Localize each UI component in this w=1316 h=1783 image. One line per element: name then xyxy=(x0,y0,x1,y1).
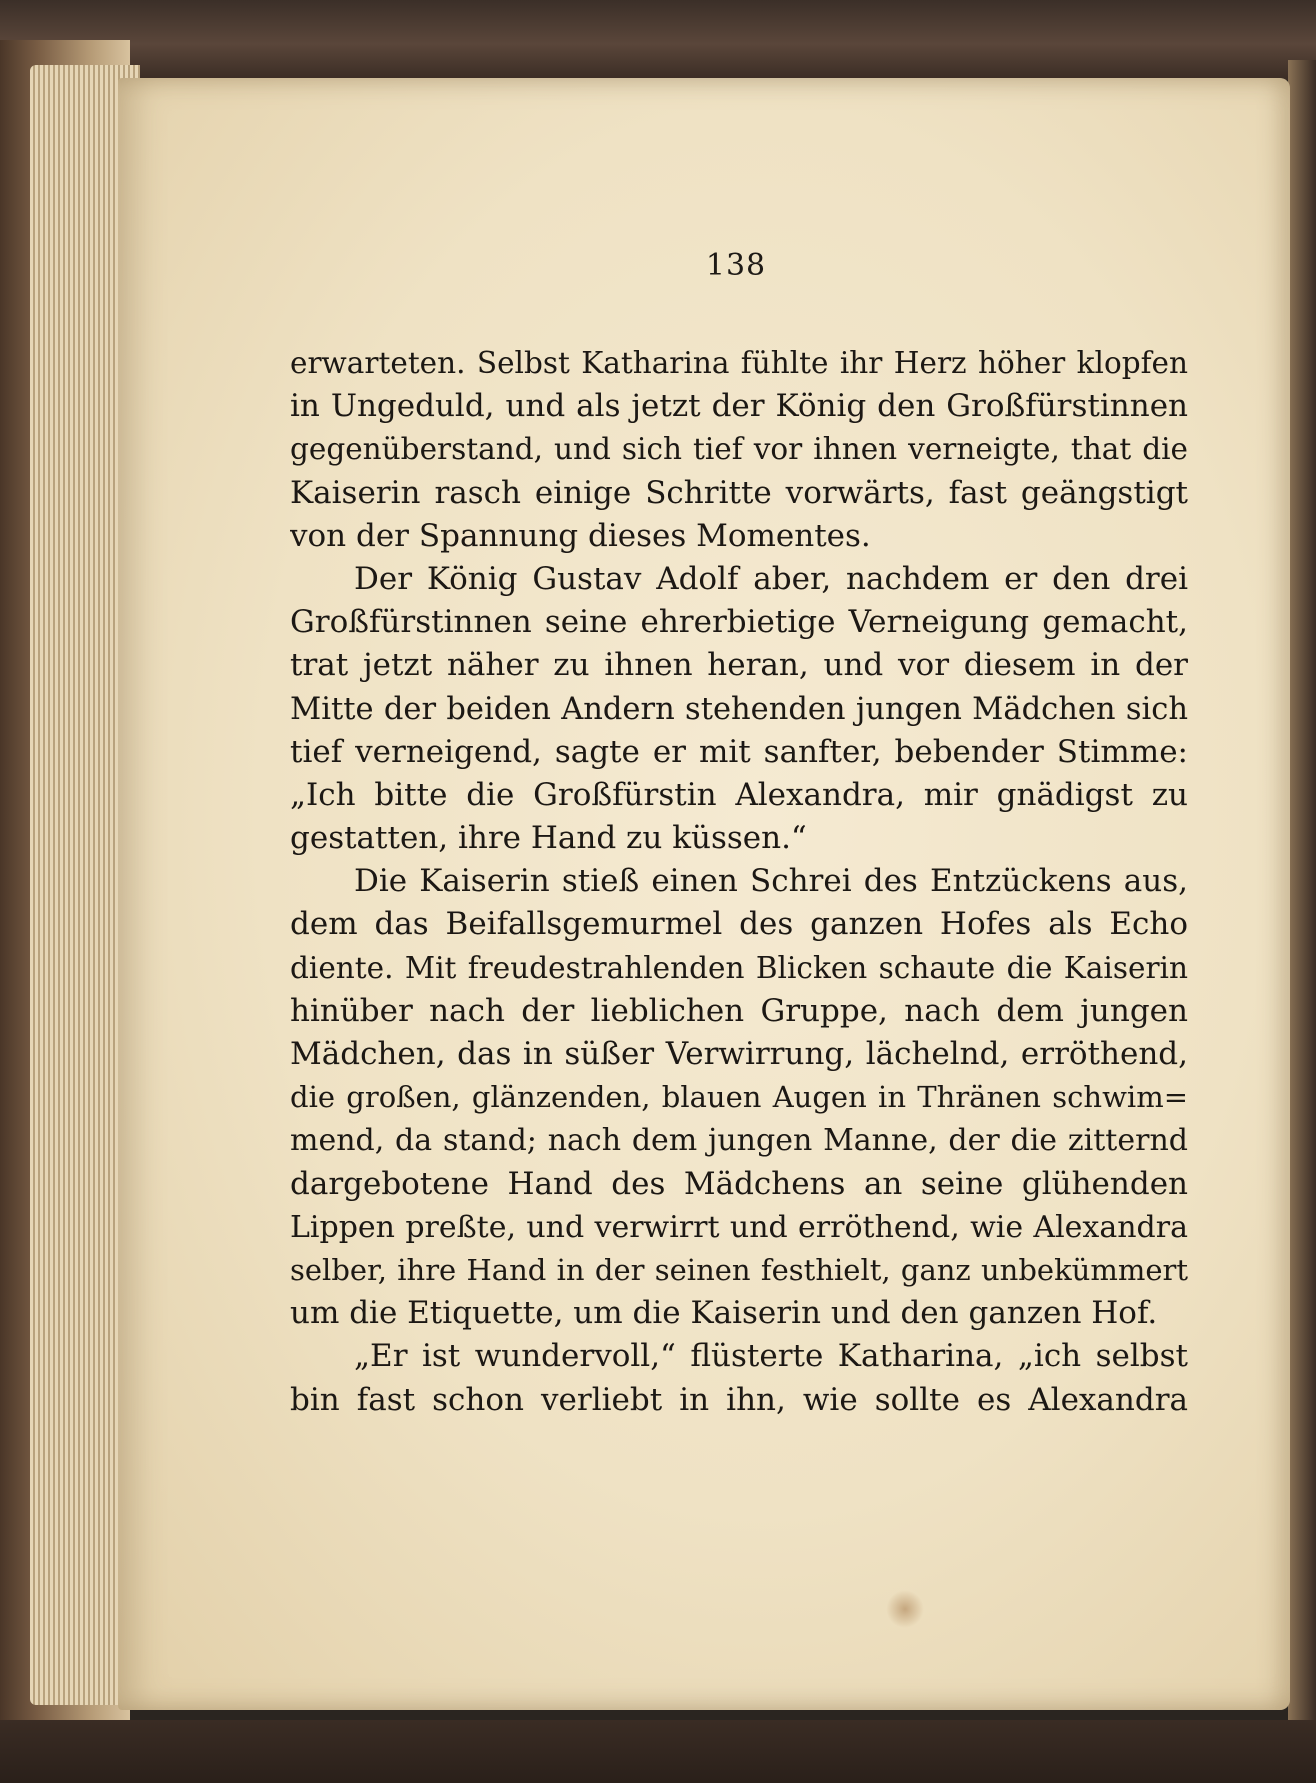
text-line: Lippen preßte, und verwirrt und erröthend, wie Alexandra xyxy=(290,1209,1188,1245)
text-line: gegenüberstand, und sich tief vor ihnen verneigte, that die xyxy=(290,432,1188,467)
text-line: selber, ihre Hand in der seinen festhielt, ganz unbekümmert xyxy=(290,1252,1188,1287)
text-line: dem das Beifallsgemurmel des ganzen Hofes als Echo xyxy=(290,906,1188,943)
paragraph xyxy=(290,1335,1188,1421)
text-line: Großfürstinnen seine ehrerbietige Verneigung gemacht, xyxy=(290,604,1188,641)
text-line: Die Kaiserin stieß einen Schrei des Entzückens aus, xyxy=(354,863,1188,900)
text-line: die großen, glänzenden, blauen Augen in Thränen schwim= xyxy=(290,1080,1188,1115)
paper-stain xyxy=(886,1590,924,1628)
text-line: Mitte der beiden Andern stehenden jungen Mädchen sich xyxy=(290,691,1188,727)
paragraph xyxy=(290,342,1188,558)
text-line: um die Etiquette, um die Kaiserin und den ganzen Hof. xyxy=(290,1295,1158,1332)
text-line: mend, da stand; nach dem jungen Manne, der die zitternd xyxy=(290,1123,1188,1159)
text-line: „Er ist wundervoll,“ flüsterte Katharina, „ich selbst xyxy=(354,1338,1188,1375)
text-line: dargebotene Hand des Mädchens an seine glühenden xyxy=(290,1165,1188,1202)
text-line: in Ungeduld, und als jetzt der König den Großfürstinnen xyxy=(290,388,1188,425)
text-line: von der Spannung dieses Momentes. xyxy=(290,517,871,554)
text-line: tief verneigend, sagte er mit sanfter, bebender Stimme: xyxy=(290,733,1188,770)
paragraph xyxy=(290,558,1188,860)
text-line: trat jetzt näher zu ihnen heran, und vor diesem in der xyxy=(290,647,1188,684)
body-text xyxy=(290,342,1188,1422)
paragraph xyxy=(290,860,1188,1335)
text-line: „Ich bitte die Großfürstin Alexandra, mir gnädigst zu xyxy=(290,776,1188,813)
text-line: Mädchen, das in süßer Verwirrung, lächelnd, erröthend, xyxy=(290,1036,1188,1072)
text-line: diente. Mit freudestrahlenden Blicken schaute die Kaiserin xyxy=(290,950,1188,985)
page-number: 138 xyxy=(705,248,767,283)
book-cover-top xyxy=(0,0,1316,80)
text-line: bin fast schon verliebt in ihn, wie sollte es Alexandra xyxy=(290,1381,1188,1418)
book-cover-bottom xyxy=(0,1720,1316,1783)
text-line: erwarteten. Selbst Katharina fühlte ihr Herz höher klopfen xyxy=(290,346,1188,380)
text-line: gestatten, ihre Hand zu küssen.“ xyxy=(290,820,807,857)
text-line: hinüber nach der lieblichen Gruppe, nach dem jungen xyxy=(290,992,1188,1029)
book-cover-right xyxy=(1288,60,1316,1730)
text-line: Kaiserin rasch einige Schritte vorwärts, fast geängstigt xyxy=(290,474,1188,511)
text-line: Der König Gustav Adolf aber, nachdem er den drei xyxy=(354,560,1188,597)
